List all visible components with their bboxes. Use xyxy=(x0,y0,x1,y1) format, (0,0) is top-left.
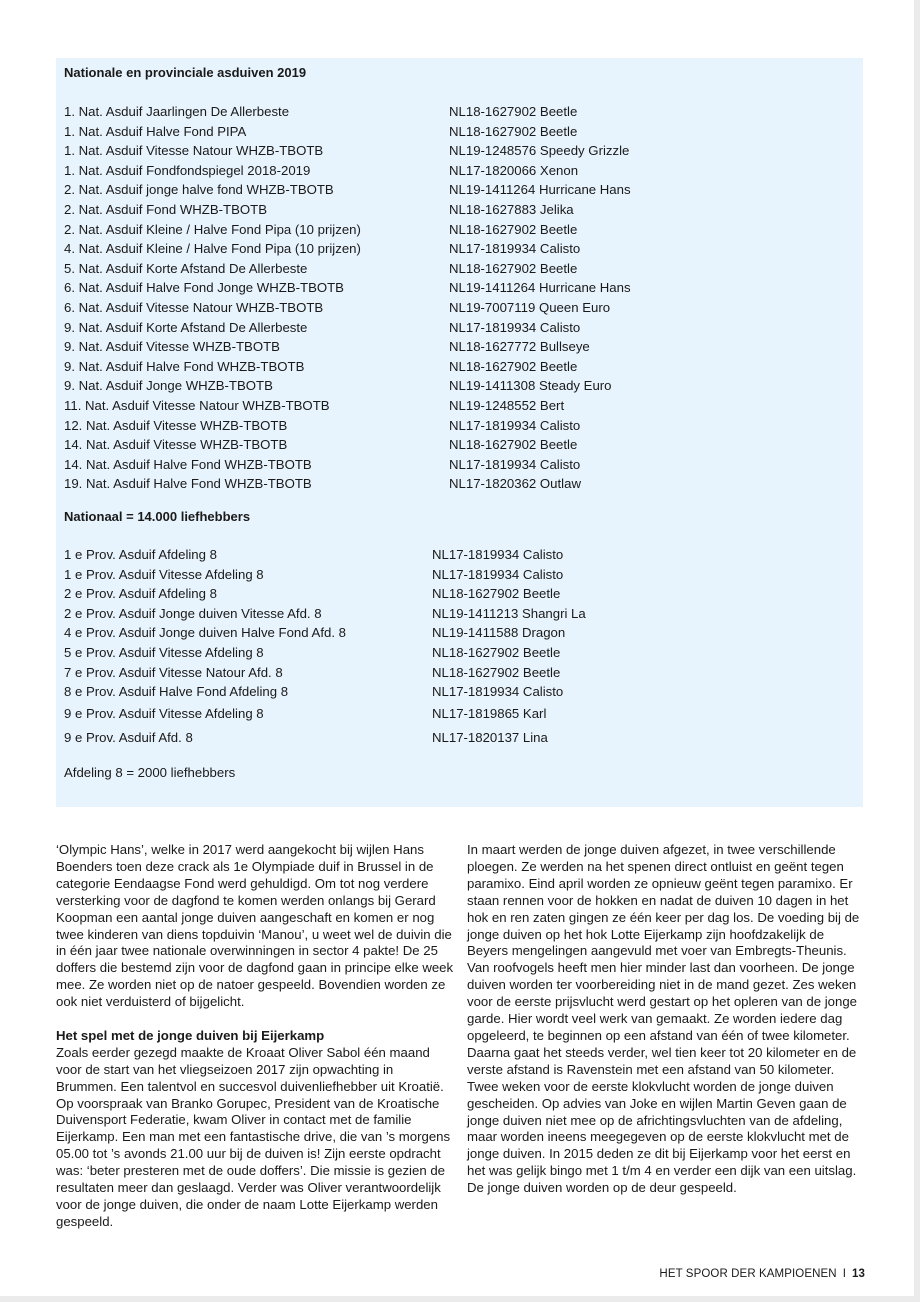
pigeon-ring-and-name: NL19-1248576 Speedy Grizzle xyxy=(449,143,630,159)
national-results-list xyxy=(64,102,844,494)
result-label: 2. Nat. Asduif Fond WHZB-TBOTB xyxy=(64,201,267,217)
pigeon-ring-and-name: NL18-1627902 Beetle xyxy=(432,586,561,602)
pigeon-ring-and-name: NL19-1411308 Steady Euro xyxy=(449,378,612,394)
result-row xyxy=(64,584,844,604)
article-paragraph: Zoals eerder gezegd maakte de Kroaat Oliver Sabol één maand voor de start van het vliegseizoen 2017 zijn opwachting in Brummen. Een talentvol en succesvol duivenliefhebber uit Kroatië. Op voorspraak van Branko Gorupec, President van de Kroatische Duivensport Federatie, kwam Oliver in contact met de familie Eijerkamp. Een man met een fantastische drive, die van ’s morgens 05.00 tot ’s avonds 21.00 uur bij de duiven is! Zijn eerste opdracht was: ‘beter presteren met de oude doffers’. Die missie is gezien de resultaten meer dan geslaagd. Verder was Oliver verantwoordelijk voor de jonge duiven, die onder de naam Lotte Eijerkamp werden gespeeld. xyxy=(56,1044,451,1229)
footer-separator: I xyxy=(842,1268,846,1280)
result-row xyxy=(64,663,844,683)
result-label: 1 e Prov. Asduif Vitesse Afdeling 8 xyxy=(64,566,264,582)
pigeon-ring-and-name: NL18-1627902 Beetle xyxy=(432,644,561,660)
pigeon-ring-and-name: NL17-1819934 Calisto xyxy=(449,417,581,433)
pigeon-ring-and-name: NL19-7007119 Queen Euro xyxy=(449,299,611,315)
afdeling-participants-note: Afdeling 8 = 2000 liefhebbers xyxy=(64,765,236,780)
article-column-left xyxy=(56,842,456,1231)
result-row xyxy=(64,643,844,663)
result-label: 4 e Prov. Asduif Jonge duiven Halve Fond Afd. 8 xyxy=(64,625,346,641)
result-label: 1. Nat. Asduif Vitesse Natour WHZB-TBOTB xyxy=(64,143,324,159)
result-label: 1. Nat. Asduif Fondfondspiegel 2018-2019 xyxy=(64,162,311,178)
pigeon-ring-and-name: NL18-1627902 Beetle xyxy=(449,437,578,453)
result-row xyxy=(64,474,844,494)
result-label: 2 e Prov. Asduif Jonge duiven Vitesse Afd. 8 xyxy=(64,605,322,621)
pigeon-ring-and-name: NL17-1819934 Calisto xyxy=(432,684,564,700)
result-row xyxy=(64,122,844,142)
result-row xyxy=(64,435,844,455)
pigeon-ring-and-name: NL17-1819934 Calisto xyxy=(449,319,581,335)
page-number: 13 xyxy=(852,1268,865,1280)
publication-name: HET SPOOR DER KAMPIOENEN xyxy=(659,1268,837,1280)
result-label: 2. Nat. Asduif jonge halve fond WHZB-TBOTB xyxy=(64,182,334,198)
pigeon-ring-and-name: NL19-1248552 Bert xyxy=(449,397,565,413)
result-label: 9 e Prov. Asduif Afd. 8 xyxy=(64,729,193,745)
result-row xyxy=(64,565,844,585)
result-row xyxy=(64,604,844,624)
article-paragraph: In maart werden de jonge duiven afgezet, in twee verschillende ploegen. Ze werden na het spenen direct ontluist en geënt tegen paramixo. Eind april worden ze opnieuw geënt tegen paramixo. Er staan rennen voor de hokken en nadat de duiven 10 dagen in het hok en ren zaten gingen ze één keer per dag los. De voeding bij de jonge duiven op het hok Lotte Eijerkamp zijn hoofdzakelijk de Beyers mengelingen aangevuld met voer van Embregts-Theunis. Van roofvogels heeft men hier minder last dan voorheen. De jonge duiven worden ter voorbereiding niet in de mand gezet. Zes weken voor de eerste prijsvlucht werd gestart op het opleren van de jonge garde. Hier wordt veel werk van gemaakt. Ze worden iedere dag opgeleerd, te beginnen op een afstand van één of twee kilometer. Daarna gaat het steeds verder, wel tien keer tot 20 kilometer en de verste afstand is Ravenstein met een afstand van 50 kilometer. Twee weken voor de eerste klokvlucht worden de jonge duiven gescheiden. Op advies van Joke en wijlen Martin Geven gaan de jonge duiven niet mee op de africhtingsvluchten van de afdeling, maar worden ineens meegegeven op de eerste klokvlucht met de jonge duiven. In 2015 deden ze dit bij Eijerkamp voor het eerst en het was gelijk bingo met 1 t/m 4 en verder een dijk van een uitslag. De jonge duiven worden op de deur gespeeld. xyxy=(467,842,860,1196)
result-label: 2. Nat. Asduif Kleine / Halve Fond Pipa (10 prijzen) xyxy=(64,221,361,237)
article-subheading: Het spel met de jonge duiven bij Eijerkamp xyxy=(56,1027,325,1043)
result-row xyxy=(64,545,844,565)
pigeon-ring-and-name: NL17-1819865 Karl xyxy=(432,705,547,721)
result-row xyxy=(64,161,844,181)
result-row xyxy=(64,702,844,726)
result-label: 7 e Prov. Asduif Vitesse Natour Afd. 8 xyxy=(64,664,283,680)
pigeon-ring-and-name: NL18-1627902 Beetle xyxy=(449,104,578,119)
pigeon-ring-and-name: NL18-1627902 Beetle xyxy=(432,664,561,680)
result-row xyxy=(64,298,844,318)
result-row xyxy=(64,623,844,643)
provincial-results-list xyxy=(64,545,844,750)
result-row xyxy=(64,726,844,750)
result-label: 9. Nat. Asduif Halve Fond WHZB-TBOTB xyxy=(64,358,305,374)
pigeon-ring-and-name: NL19-1411588 Dragon xyxy=(432,625,566,641)
result-row xyxy=(64,141,844,161)
result-row xyxy=(64,682,844,702)
result-row xyxy=(64,396,844,416)
result-label: 4. Nat. Asduif Kleine / Halve Fond Pipa (10 prijzen) xyxy=(64,241,361,257)
result-label: 14. Nat. Asduif Halve Fond WHZB-TBOTB xyxy=(64,456,312,472)
result-label: 1 e Prov. Asduif Afdeling 8 xyxy=(64,547,217,562)
result-row xyxy=(64,357,844,377)
pigeon-ring-and-name: NL17-1820066 Xenon xyxy=(449,162,579,178)
result-label: 1. Nat. Asduif Halve Fond PIPA xyxy=(64,123,247,139)
pigeon-ring-and-name: NL18-1627902 Beetle xyxy=(449,260,578,276)
result-label: 9. Nat. Asduif Korte Afstand De Allerbeste xyxy=(64,319,308,335)
result-row xyxy=(64,239,844,259)
result-label: 6. Nat. Asduif Vitesse Natour WHZB-TBOTB xyxy=(64,299,324,315)
result-label: 19. Nat. Asduif Halve Fond WHZB-TBOTB xyxy=(64,476,312,492)
result-row xyxy=(64,455,844,475)
article-column-right xyxy=(467,842,867,1197)
pigeon-ring-and-name: NL18-1627902 Beetle xyxy=(449,221,578,237)
pigeon-ring-and-name: NL18-1627902 Beetle xyxy=(449,123,578,139)
pigeon-ring-and-name: NL18-1627772 Bullseye xyxy=(449,339,590,355)
result-row xyxy=(64,180,844,200)
result-label: 2 e Prov. Asduif Afdeling 8 xyxy=(64,586,217,602)
result-label: 8 e Prov. Asduif Halve Fond Afdeling 8 xyxy=(64,684,289,700)
pigeon-ring-and-name: NL17-1819934 Calisto xyxy=(449,241,581,257)
national-participants-note: Nationaal = 14.000 liefhebbers xyxy=(64,509,251,524)
article-paragraph: ‘Olympic Hans’, welke in 2017 werd aangekocht bij wijlen Hans Boenders toen deze crack als 1e Olympiade duif in Brussel in de categorie Eendaagse Fond werd gehuldigd. Om tot nog verdere versterking voor de dagfond te komen werden onlangs bij Gerard Koopman een aantal jonge duiven aangeschaft en komen er nog twee kinderen van diens topduivin ‘Manou’, u weet wel de duivin die in één jaar twee nationale overwinningen in sector 4 pakte! De 25 doffers die bestemd zijn voor de dagfond gaan in principe elke week mee. Ze worden niet op de natoer gespeeld. Bovendien worden ze ook niet verduisterd of bijgelicht. xyxy=(56,842,454,1010)
result-label: 6. Nat. Asduif Halve Fond Jonge WHZB-TBOTB xyxy=(64,280,344,296)
result-row xyxy=(64,220,844,240)
page-footer xyxy=(659,1266,865,1282)
results-box-title: Nationale en provinciale asduiven 2019 xyxy=(64,65,307,80)
pigeon-ring-and-name: NL18-1627883 Jelika xyxy=(449,201,574,217)
result-label: 9. Nat. Asduif Vitesse WHZB-TBOTB xyxy=(64,339,280,355)
pigeon-ring-and-name: NL19-1411213 Shangri La xyxy=(432,605,586,621)
pigeon-ring-and-name: NL17-1819934 Calisto xyxy=(449,456,581,472)
result-label: 1. Nat. Asduif Jaarlingen De Allerbeste xyxy=(64,104,290,119)
result-row xyxy=(64,102,844,122)
result-label: 5 e Prov. Asduif Vitesse Afdeling 8 xyxy=(64,644,264,660)
pigeon-ring-and-name: NL18-1627902 Beetle xyxy=(449,358,578,374)
result-label: 14. Nat. Asduif Vitesse WHZB-TBOTB xyxy=(64,437,288,453)
result-label: 9. Nat. Asduif Jonge WHZB-TBOTB xyxy=(64,378,273,394)
pigeon-ring-and-name: NL19-1411264 Hurricane Hans xyxy=(449,182,631,198)
pigeon-ring-and-name: NL17-1820362 Outlaw xyxy=(449,476,581,492)
result-row xyxy=(64,259,844,279)
result-row xyxy=(64,337,844,357)
pigeon-ring-and-name: NL17-1819934 Calisto xyxy=(432,547,564,562)
pigeon-ring-and-name: NL17-1819934 Calisto xyxy=(432,566,564,582)
result-label: 11. Nat. Asduif Vitesse Natour WHZB-TBOTB xyxy=(64,397,330,413)
pigeon-ring-and-name: NL17-1820137 Lina xyxy=(432,729,548,745)
result-row xyxy=(64,200,844,220)
result-label: 5. Nat. Asduif Korte Afstand De Allerbeste xyxy=(64,260,308,276)
result-row xyxy=(64,318,844,338)
result-label: 9 e Prov. Asduif Vitesse Afdeling 8 xyxy=(64,705,264,721)
result-label: 12. Nat. Asduif Vitesse WHZB-TBOTB xyxy=(64,417,288,433)
result-row xyxy=(64,278,844,298)
result-row xyxy=(64,376,844,396)
result-row xyxy=(64,416,844,436)
pigeon-ring-and-name: NL19-1411264 Hurricane Hans xyxy=(449,280,631,296)
